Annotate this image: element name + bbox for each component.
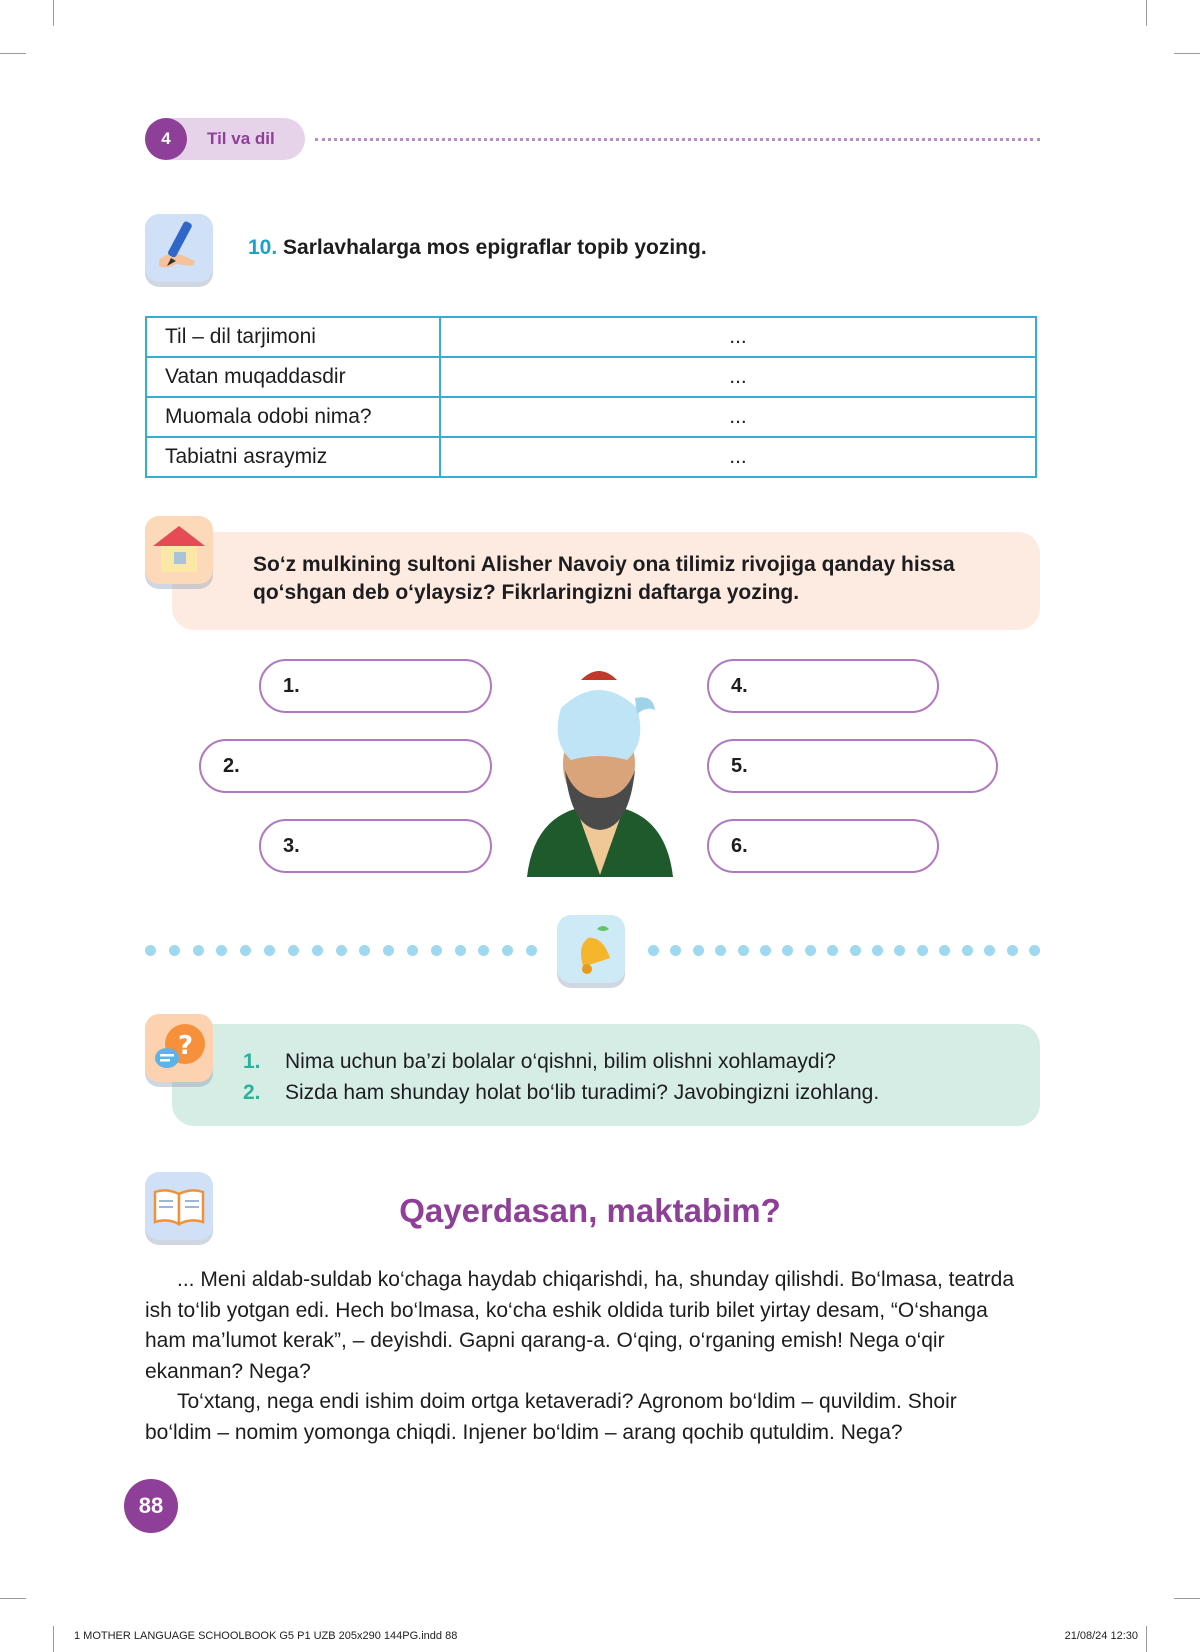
chapter-divider <box>315 138 1040 141</box>
answer-slot-6[interactable]: 6. <box>707 819 939 873</box>
task-number: 10. <box>248 236 278 259</box>
table-row <box>146 317 1036 357</box>
answer-slot-1[interactable]: 1. <box>259 659 492 713</box>
question-text: Sizda ham shunday holat bo‘lib turadimi? Javobingizni izohlang. <box>285 1081 880 1104</box>
table-cell-title: Tabiatni asraymiz <box>146 437 440 477</box>
question-number: 1. <box>243 1050 261 1073</box>
table-cell-title: Vatan muqaddasdir <box>146 357 440 397</box>
table-row <box>146 437 1036 477</box>
table-cell-answer[interactable]: ... <box>440 317 1036 357</box>
homework-text: So‘z mulkining sultoni Alisher Navoiy ona tilimiz rivojiga qanday hissa qo‘shgan deb o‘ylaysiz? Fikrlaringizni daftarga yozing. <box>253 553 955 604</box>
question-number: 2. <box>243 1081 261 1104</box>
print-date: 21/08/24 12:30 <box>1064 1630 1138 1642</box>
task-text: Sarlavhalarga mos epigraflar topib yozing. <box>283 236 707 259</box>
crop-mark <box>0 53 26 54</box>
question-chat-icon <box>145 1014 213 1082</box>
answer-slot-2[interactable]: 2. <box>199 739 492 793</box>
answer-slot-4[interactable]: 4. <box>707 659 939 713</box>
open-book-icon <box>145 1172 213 1240</box>
crop-mark <box>1146 1626 1147 1652</box>
house-icon <box>145 516 213 584</box>
table-cell-answer[interactable]: ... <box>440 397 1036 437</box>
crop-mark <box>53 1626 54 1652</box>
list-item <box>243 1077 879 1108</box>
svg-text:?: ? <box>178 1031 194 1061</box>
table-row <box>146 357 1036 397</box>
crop-mark <box>53 0 54 26</box>
table-cell-answer[interactable]: ... <box>440 357 1036 397</box>
bell-icon <box>557 915 625 983</box>
chapter-label <box>145 118 305 160</box>
crop-mark <box>1174 53 1200 54</box>
chapter-number: 4 <box>145 118 187 160</box>
task-heading <box>248 236 707 260</box>
crop-mark <box>1174 1598 1200 1599</box>
table-cell-answer[interactable]: ... <box>440 437 1036 477</box>
chapter-title: Til va dil <box>207 129 275 148</box>
answer-slot-5[interactable]: 5. <box>707 739 998 793</box>
table-cell-title: Muomala odobi nima? <box>146 397 440 437</box>
table-row <box>146 397 1036 437</box>
page-number: 88 <box>124 1479 178 1533</box>
print-slug: 1 MOTHER LANGUAGE SCHOOLBOOK G5 P1 UZB 205x290 144PG.indd 88 <box>74 1630 458 1642</box>
pencil-hand-icon <box>145 214 213 282</box>
question-text: Nima uchun ba’zi bolalar o‘qishni, bilim olishni xohlamaydi? <box>285 1050 836 1073</box>
crop-mark <box>0 1598 26 1599</box>
reading-paragraph: To‘xtang, nega endi ishim doim ortga ketaveradi? Agronom bo‘ldim – quvildim. Shoir bo‘ldim – nomim yomonga chiqdi. Injener bo‘ldim – arang qochib qutuldim. Nega? <box>145 1390 957 1444</box>
table-cell-title: Til – dil tarjimoni <box>146 317 440 357</box>
divider-dots-left <box>145 945 537 957</box>
divider-dots-right <box>648 945 1040 957</box>
epigraph-table <box>145 316 1037 478</box>
poet-portrait <box>525 652 675 877</box>
crop-mark <box>1146 0 1147 26</box>
reading-title: Qayerdasan, maktabim? <box>399 1192 781 1229</box>
answer-slot-3[interactable]: 3. <box>259 819 492 873</box>
reading-paragraph: ... Meni aldab-suldab ko‘chaga haydab chiqarishdi, ha, shunday qilishdi. Bo‘lmasa, teatrda ish to‘lib yotgan edi. Hech bo‘lmasa, ko‘cha eshik oldida turib bilet yirtay desam, “O‘shanga ham ma’lumot kerak”, – deyishdi. Gapni qarang-a. O‘qing, o‘rganing emish! Nega o‘qir ekanman? Nega? <box>145 1268 1015 1383</box>
list-item <box>243 1046 879 1077</box>
discussion-questions <box>243 1046 879 1108</box>
reading-passage <box>145 1265 1020 1448</box>
